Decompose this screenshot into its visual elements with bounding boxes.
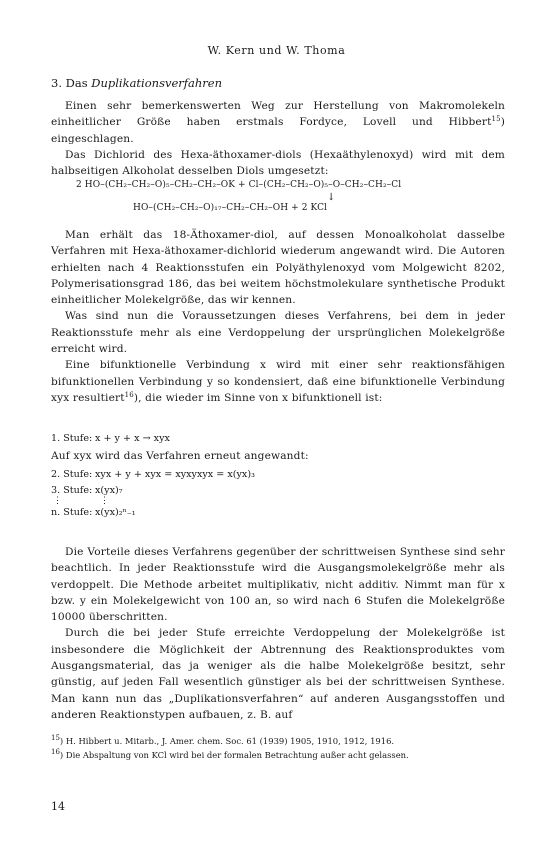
paragraph-6: Die Vorteile dieses Verfahrens gegenüber der schrittweisen Synthese sind sehr beachtlich. In jeder Reaktionsstufe wird die Ausgangsmolekelgröße mehr als verdoppelt. Die Methode arbeitet multiplikativ, nicht additiv. Nimmt man für x bzw. y ein Molekelgewicht von 100 an, so wird nach 6 Stufen die Molekelgröße 10000 überschritten. (51, 546, 505, 624)
paragraph-1-tail: ) eingeschlagen. (51, 116, 505, 145)
paragraph-1-text: Einen sehr bemerkenswerten Weg zur Herstellung von Makromolekeln einheitlicher Größe haben erstmals Fordyce, Lovell und Hibbert (51, 100, 505, 129)
step-3-expression: x(yx)₇ (95, 485, 123, 496)
footnote-15-mark: 15 (51, 734, 60, 742)
step-1 (51, 433, 170, 444)
reaction-arrow: ↓ (327, 192, 336, 203)
section-title: Duplikationsverfahren (91, 76, 222, 90)
footnote-15 (51, 734, 511, 748)
section-number: 3. Das (51, 76, 88, 90)
step-2-expression: xyx + y + xyx = xyxyxyx = x(yx)₃ (95, 469, 255, 480)
middle-paragraphs (51, 227, 505, 406)
line-again: Auf xyx wird das Verfahren erneut angewandt: (51, 450, 309, 462)
reaction-formula-line-1: 2 HO–(CH₂–CH₂–O)₅–CH₂–CH₂–OK + Cl–(CH₂–CH₂–O)₅–O–CH₂–CH₂–Cl (76, 180, 402, 190)
paragraph-1 (51, 98, 505, 147)
paragraph-5 (51, 357, 505, 406)
line-again-block (51, 448, 505, 464)
footnote-15-text: ) H. Hibbert u. Mitarb., J. Amer. chem. Soc. 61 (1939) 1905, 1910, 1912, 1916. (59, 736, 395, 746)
step-3 (51, 485, 123, 496)
paragraph-5-tail: ), die wieder im Sinne von x bifunktionell ist: (133, 391, 383, 404)
paragraph-2: Das Dichlorid des Hexa-äthoxamer-diols (Hexaäthylenoxyd) wird mit dem halbseitigen Alkoholat desselben Diols umgesetzt: (51, 148, 505, 178)
step-n-expression: x(yx)₂ⁿ₋₁ (95, 507, 136, 518)
section-heading (51, 76, 222, 90)
vertical-ellipsis-left: ⋮ (53, 496, 62, 506)
footnote-ref-16: 16 (124, 390, 134, 399)
paragraph-3: Man erhält das 18-Äthoxamer-diol, auf dessen Monoalkoholat dasselbe Verfahren mit Hexa-äthoxamer-dichlorid wiederum angewandt wird. Die Autoren erhielten nach 4 Reaktionsstufen ein Polyäthylenoxyd vom Molgewicht 8202, Polymerisationsgrad 186, das bei weitem höchstmolekulare synthetische Produkt einheitlicher Molekelgröße, das wir kennen. (51, 229, 505, 307)
step-2-label: 2. Stufe: (51, 469, 93, 480)
paragraph-5-text: Eine bifunktionelle Verbindung x wird mit einer sehr reaktionsfähigen bifunktionellen Verbindung y so kondensiert, daß eine bifunktionelle Verbindung xyx resultiert (51, 359, 505, 404)
closing-paragraphs (51, 544, 505, 723)
page-number: 14 (51, 800, 65, 813)
step-n (51, 507, 136, 518)
running-head: W. Kern und W. Thoma (207, 44, 346, 57)
step-1-expression: x + y + x → xyx (95, 433, 170, 444)
step-2 (51, 469, 255, 480)
step-1-label: 1. Stufe: (51, 433, 93, 444)
paragraph-4: Was sind nun die Voraussetzungen dieses Verfahrens, bei dem in jeder Reaktionsstufe mehr als eine Verdoppelung der ursprünglichen Molekelgröße erreicht wird. (51, 310, 505, 356)
footnote-ref-15: 15 (491, 115, 501, 124)
step-n-label: n. Stufe: (51, 507, 93, 518)
paragraph-7: Durch die bei jeder Stufe erreichte Verdoppelung der Molekelgröße ist insbesondere die Möglichkeit der Abtrennung des Reaktionsproduktes vom Ausgangsmaterial, das ja weniger als die halbe Molekelgröße besitzt, sehr günstig, auf jeden Fall wesentlich günstiger als bei der schrittweisen Synthese. Man kann nun das „Duplikationsverfahren“ auf anderen Ausgangsstoffen und anderen Reaktionstypen aufbauen, z. B. auf (51, 627, 505, 721)
reaction-formula-line-2: HO–(CH₂–CH₂–O)₁₇–CH₂–CH₂–OH + 2 KCl (133, 203, 328, 213)
intro-paragraphs (51, 98, 505, 179)
footnote-16-mark: 16 (51, 748, 60, 756)
footnotes (51, 734, 511, 762)
vertical-ellipsis-right: ⋮ (100, 496, 109, 506)
footnote-16-text: ) Die Abspaltung von KCl wird bei der formalen Betrachtung außer acht gelassen. (59, 750, 409, 760)
footnote-16 (51, 748, 511, 762)
step-3-label: 3. Stufe: (51, 485, 93, 496)
